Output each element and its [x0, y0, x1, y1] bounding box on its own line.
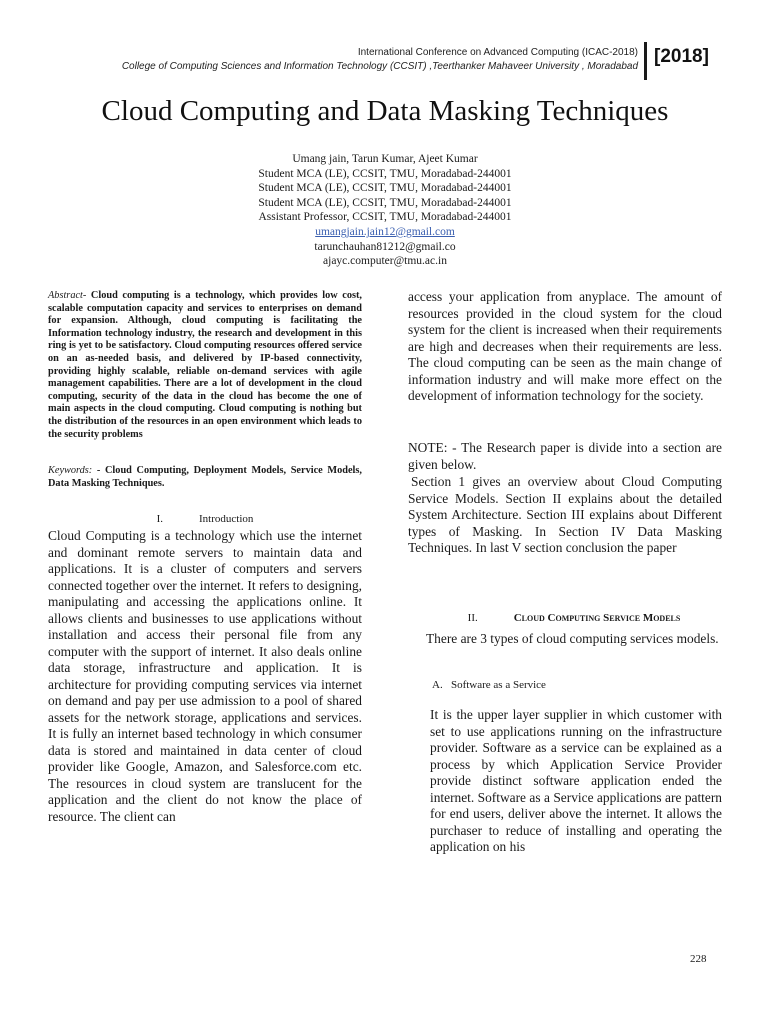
section-1-heading	[48, 513, 362, 525]
page-number: 228	[690, 953, 707, 965]
affiliation-1: Student MCA (LE), CCSIT, TMU, Moradabad-244001	[258, 167, 512, 180]
keywords	[48, 465, 362, 490]
abstract	[48, 290, 362, 441]
email-link-1[interactable]: umangjain.jain12@gmail.com	[315, 225, 455, 238]
keywords-label: Keywords:	[48, 465, 93, 476]
section-2-title: Cloud Computing Service Models	[513, 612, 681, 624]
affiliation-4: Assistant Professor, CCSIT, TMU, Moradabad-244001	[258, 211, 512, 224]
abstract-text: Cloud computing is a technology, which provides low cost, scalable computation capacity and services to enterprises on demand for expansion. Although, cloud computing is facilitating the Information technology industry, the research and development in this ring is yet to be satisfactory. Cloud computing resources offered service on an as-needed basis, and delivered by IP-based connectivity, providing highly scalable, reliable on-demand services with agile management capabilities. There are a lot of development in the cloud computing, security of the data in the cloud has become the one of main aspects in the cloud computing. Cloud computing is nothing but the distribution of the resources in an open environment which leads to the security problems	[48, 290, 362, 440]
intro-continuation: access your application from anyplace. The amount of resources provided in the cloud system for the cloud system for the client is increased when their requirements are high and decreases when their requirements are less. The cloud computing can be seen as the main change of information industry and will make more effect on the development of information technology for the society.	[408, 289, 722, 403]
author-block	[0, 152, 770, 269]
affiliation-2: Student MCA (LE), CCSIT, TMU, Moradabad-244001	[258, 182, 512, 195]
subsection-a-title: Software as a Service	[450, 679, 546, 691]
college-name: College of Computing Sciences and Information Technology (CCSIT) ,Teerthanker Mahaveer University , Moradabad	[121, 61, 638, 72]
section-1-body: Cloud Computing is a technology which use the internet and dominant remote servers to maintain data and applications. It is a cluster of computers and servers connected together over the internet. It refers to designing, manipulating and accessing the applications online. It allows clients and businesses to use applications without installation and access their personal file from any computer with the support of internet. It also deals online data storage, infrastructure and application. It is architecture for providing computing services via internet on demand and pay per use admission to a pool of shared assets for the network storage, applications and services. It is fully an internet based technology in which consumer data is stored and maintained in data center of cloud provider like Google, Amazon, and Salesforce.com etc. The resources in cloud system are translucent for the application and the client do not know the place of resource. The client can	[48, 528, 362, 824]
keywords-text: - Cloud Computing, Deployment Models, Service Models, Data Masking Techniques.	[48, 465, 362, 489]
email-3: ajayc.computer@tmu.ac.in	[323, 255, 447, 268]
abstract-label: Abstract-	[48, 290, 87, 301]
section-2-intro: There are 3 types of cloud computing services models.	[426, 631, 719, 646]
section-1-title: Introduction	[199, 513, 254, 525]
subsection-a-heading	[432, 679, 546, 691]
sections-overview: Section 1 gives an overview about Cloud Computing Service Models. Section II explains about the detailed System Architecture. Section III explains about Different types of Masking. In Section IV Data Masking Techniques. In last V section conclusion the paper	[408, 474, 722, 555]
header-divider	[644, 42, 647, 80]
header-year: [2018]	[654, 46, 709, 67]
subsection-a-body: It is the upper layer supplier in which customer with set to use applications running on the infrastructure provider. Software as a service can be explained as a process by which Application Service Provider provide distinct software application ended the internet. Software as a Service applications are pattern for end users, deliver above the internet. It allows the purchaser to reduce of installing and operating the application on his	[430, 707, 722, 854]
email-2: tarunchauhan81212@gmail.co	[314, 240, 456, 253]
section-1-number: I.	[156, 513, 164, 525]
conference-name: International Conference on Advanced Computing (ICAC-2018)	[357, 47, 638, 58]
author-names: Umang jain, Tarun Kumar, Ajeet Kumar	[292, 153, 478, 165]
section-2-number: II.	[467, 612, 478, 624]
section-2-heading	[426, 612, 722, 624]
paper-title: Cloud Computing and Data Masking Techniques	[101, 95, 669, 127]
affiliation-3: Student MCA (LE), CCSIT, TMU, Moradabad-244001	[258, 196, 512, 209]
note-paragraph: NOTE: - The Research paper is divide into a section are given below.	[408, 440, 722, 472]
subsection-a-label: A.	[432, 679, 443, 691]
